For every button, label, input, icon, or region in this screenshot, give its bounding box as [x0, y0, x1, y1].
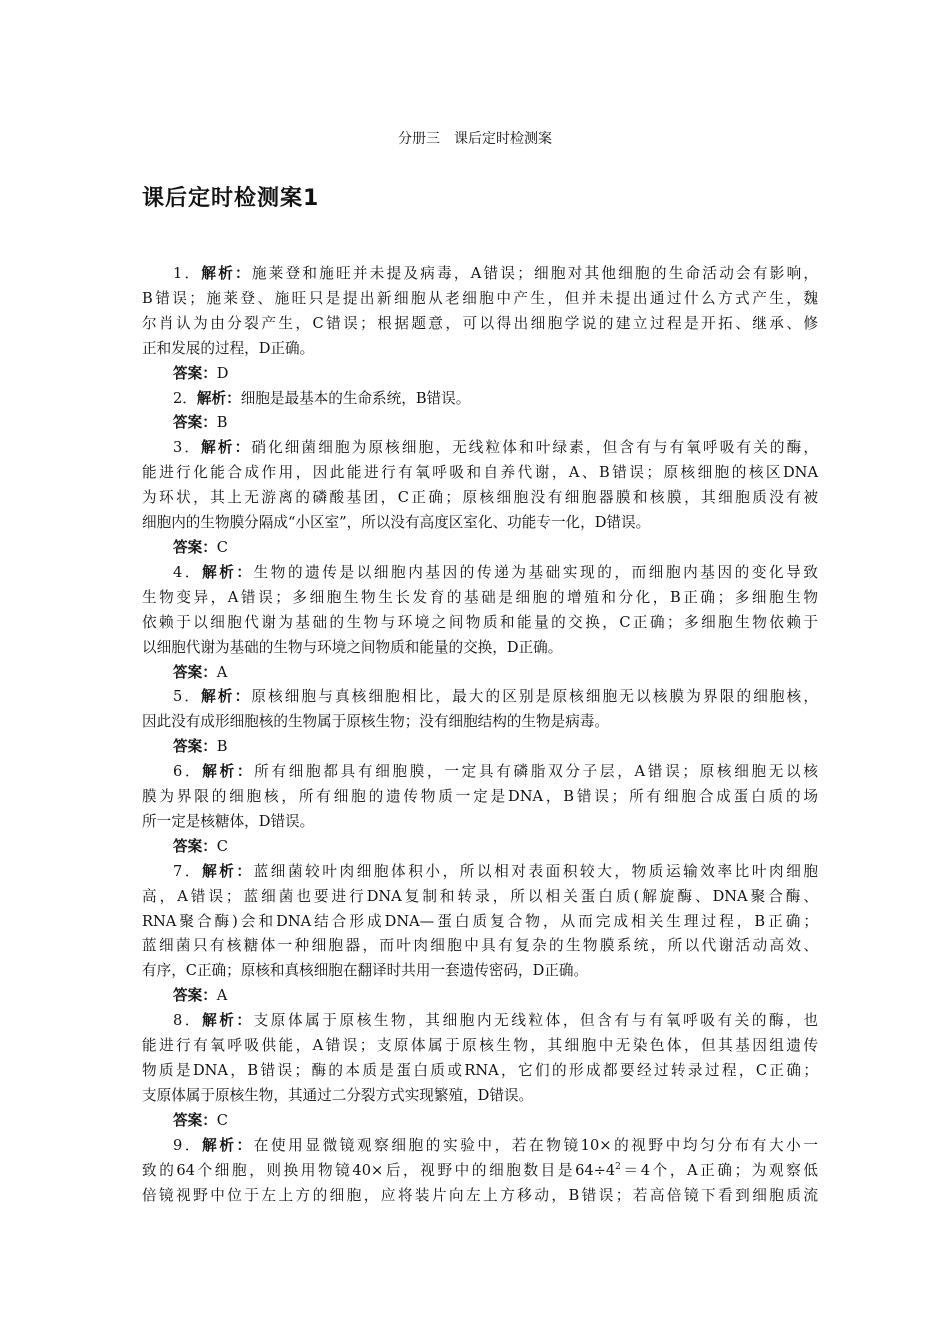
item-1-answer: 答案：D — [173, 364, 229, 382]
item-6-answer: 答案：C — [173, 837, 228, 855]
item-9-line-3: 倍镜视野中位于左上方的细胞，应将装片向左上方移动，B错误；若高倍镜下看到细胞质流 — [142, 1186, 818, 1204]
item-3-line-3: 为环状，其上无游离的磷酸基团，C正确；原核细胞没有细胞器膜和核膜，其细胞质没有被 — [142, 489, 818, 507]
item-7-line-4: 蓝细菌只有核糖体一种细胞器，而叶肉细胞中具有复杂的生物膜系统，所以代谢活动高效、 — [142, 937, 818, 955]
item-1-line-3: 尔肖认为由分裂产生，C错误；根据题意，可以得出细胞学说的建立过程是开拓、继承、修 — [142, 314, 818, 332]
item-6-line-2: 膜为界限的细胞核，所有细胞的遗传物质一定是DNA，B错误；所有细胞合成蛋白质的场 — [142, 788, 818, 806]
item-2-line-1: 2．解析：细胞是最基本的生命系统，B错误。 — [173, 389, 471, 407]
item-6-line-1: 6．解析：所有细胞都具有细胞膜，一定具有磷脂双分子层，A错误；原核细胞无以核 — [173, 763, 818, 781]
item-8-line-1: 8．解析：支原体属于原核生物，其细胞内无线粒体，但含有与有氧呼吸有关的酶，也 — [173, 1012, 818, 1030]
item-5-line-1: 5．解析：原核细胞与真核细胞相比，最大的区别是原核细胞无以核膜为界限的细胞核， — [173, 688, 818, 706]
page-title: 课后定时检测案1 — [142, 186, 320, 211]
item-1-line-2: B错误；施莱登、施旺只是提出新细胞从老细胞中产生，但并未提出通过什么方式产生，魏 — [142, 289, 818, 307]
item-9-line-1: 9．解析：在使用显微镜观察细胞的实验中，若在物镜10×的视野中均匀分布有大小一 — [173, 1136, 818, 1154]
item-4-line-3: 依赖于以细胞代谢为基础的生物与环境之间物质和能量的交换，C正确；多细胞生物依赖于 — [142, 613, 818, 631]
item-4-line-1: 4．解析：生物的遗传是以细胞内基因的传递为基础实现的，而细胞内基因的变化导致 — [173, 563, 818, 581]
item-3-answer: 答案：C — [173, 538, 228, 556]
item-1-line-4: 正和发展的过程，D正确。 — [142, 339, 315, 357]
item-8-answer: 答案：C — [173, 1111, 228, 1129]
item-1-line-1: 1．解析：施莱登和施旺并未提及病毒，A错误；细胞对其他细胞的生命活动会有影响， — [173, 265, 818, 282]
item-3-line-1: 3．解析：硝化细菌细胞为原核细胞，无线粒体和叶绿素，但含有与有氧呼吸有关的酶， — [173, 439, 818, 457]
item-4-line-2: 生物变异，A错误；多细胞生物生长发育的基础是细胞的增殖和分化，B正确；多细胞生物 — [142, 588, 818, 606]
answer-content — [142, 262, 818, 1208]
item-8-line-2: 能进行有氧呼吸供能，A错误；支原体属于原核生物，其细胞中无染色体，但其基因组遗传 — [142, 1037, 818, 1055]
item-5-line-2: 因此没有成形细胞核的生物属于原核生物；没有细胞结构的生物是病毒。 — [142, 713, 610, 731]
item-7-line-1: 7．解析：蓝细菌较叶肉细胞体积小，所以相对表面积较大，物质运输效率比叶肉细胞 — [173, 862, 818, 880]
item-6-line-3: 所一定是核糖体，D错误。 — [142, 812, 315, 830]
item-2-answer: 答案：B — [173, 414, 228, 432]
item-7-line-5: 有序，C正确；原核和真核细胞在翻译时共用一套遗传密码，D正确。 — [142, 962, 589, 980]
item-5-answer: 答案：B — [173, 738, 228, 756]
item-4-answer: 答案：A — [173, 663, 228, 681]
item-7-answer: 答案：A — [173, 987, 228, 1005]
item-3-line-2: 能进行化能合成作用，因此能进行有氧呼吸和自养代谢，A、B错误；原核细胞的核区DNA — [142, 464, 818, 482]
item-4-line-4: 以细胞代谢为基础的生物与环境之间物质和能量的交换，D正确。 — [142, 638, 563, 656]
item-9-line-2: 致的64个细胞，则换用物镜40×后，视野中的细胞数目是$64\div 4^2=4$个，A正确；为观察低 — [142, 1161, 818, 1179]
item-7-line-2: 高，A错误；蓝细菌也要进行DNA复制和转录，所以相关蛋白质(解旋酶、DNA聚合酶、 — [142, 887, 818, 905]
exponent: 2 — [615, 1161, 621, 1172]
item-8-line-4: 支原体属于原核生物，其通过二分裂方式实现繁殖，D错误。 — [142, 1086, 534, 1104]
item-7-line-3: RNA聚合酶)会和DNA结合形成DNA—蛋白质复合物，从而完成相关生理过程，B正确； — [142, 912, 818, 930]
item-3-line-4: 细胞内的生物膜分隔成“小区室”，所以没有高度区室化、功能专一化，D错误。 — [142, 514, 651, 532]
page-header: 分册三 课后定时检测案 — [398, 131, 552, 147]
item-8-line-3: 物质是DNA，B错误；酶的本质是蛋白质或RNA，它们的形成都要经过转录过程，C正确； — [142, 1062, 818, 1079]
